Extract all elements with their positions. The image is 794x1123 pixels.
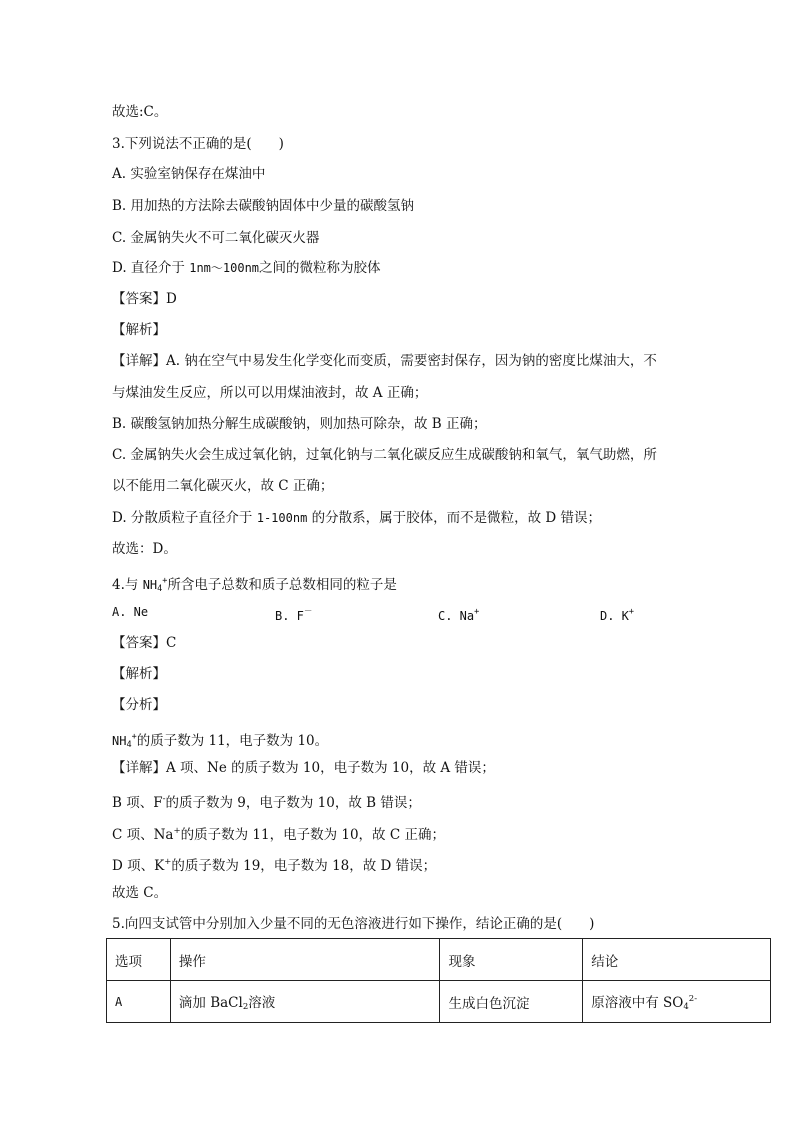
- q4-detail-b-prefix: B 项、F: [112, 795, 163, 811]
- q3-stem: 3.下列说法不正确的是( ): [112, 136, 284, 152]
- q3-detail-d-range: 1-100nm: [256, 511, 308, 525]
- q4-stem-formula-sup: +: [162, 576, 168, 586]
- q4-detail-d: [112, 852, 436, 876]
- q4-analysis-heading: 【解析】: [112, 666, 166, 682]
- q3-option-b: B. 用加热的方法除去碳酸钠固体中少量的碳酸氢钠: [112, 198, 415, 214]
- q4-option-d: [600, 602, 634, 626]
- q3-option-c: C. 金属钠失火不可二氧化碳灭火器: [112, 230, 320, 246]
- q4-analysis-formula: [112, 734, 137, 748]
- q4-stem-formula: [143, 578, 168, 592]
- q2-answer-conclusion: 故选:C。: [112, 104, 168, 120]
- q4-option-c-sup: +: [474, 607, 480, 617]
- q4-option-c-base: C. Na: [438, 609, 475, 623]
- q4-detail-d-sup: +: [164, 857, 172, 867]
- q4-analysis-sub-heading: 【分析】: [112, 697, 166, 713]
- q3-option-d-prefix: D. 直径介于: [112, 260, 185, 276]
- q3-detail-c-line1: C. 金属钠失火会生成过氧化钠，过氧化钠与二氧化碳反应生成碳酸钠和氧气，氧气助燃，所: [112, 447, 657, 463]
- q5-row-a-conclusion-sup: 2-: [688, 994, 698, 1004]
- q3-detail-c-line2: 以不能用二氧化碳灭火，故 C 正确；: [112, 478, 334, 494]
- q4-option-a: A. Ne: [112, 605, 149, 619]
- q5-stem: 5.向四支试管中分别加入少量不同的无色溶液进行如下操作，结论正确的是( ): [112, 916, 595, 932]
- q5-row-a-conclusion-sub: 4: [683, 1002, 689, 1012]
- q5-table: [106, 938, 771, 1023]
- q3-detail-a-line2: 与煤油发生反应，所以可以用煤油液封，故 A 正确；: [112, 385, 428, 401]
- q5-row-a-option-text: A: [115, 994, 123, 1009]
- q5-row-a-operation-prefix: 滴加 BaCl: [178, 995, 243, 1011]
- q4-detail-c-sup: +: [173, 826, 181, 836]
- q5-row-a-conclusion: [583, 981, 771, 1023]
- q5-header-conclusion: 结论: [583, 939, 771, 981]
- q5-row-a-option: [107, 981, 171, 1023]
- q3-option-d-range: 1nm～100nm: [189, 261, 260, 275]
- q3-analysis-heading: 【解析】: [112, 322, 166, 338]
- q4-analysis-formula-base: NH: [112, 734, 127, 748]
- q4-stem: [112, 571, 397, 599]
- q5-row-a-operation-sub: 2: [242, 1002, 249, 1012]
- q4-analysis-formula-sub: 4: [126, 740, 132, 750]
- q3-option-d-suffix: 之间的微粒称为胶体: [259, 260, 381, 276]
- q4-analysis-text: 的质子数为 11，电子数为 10。: [136, 733, 329, 749]
- q4-option-d-sup: +: [628, 607, 635, 617]
- q3-detail-a-line1: 【详解】A. 钠在空气中易发生化学变化而变质，需要密封保存，因为钠的密度比煤油大，不: [112, 353, 657, 369]
- q4-option-b-base: B. F: [275, 609, 304, 623]
- q4-detail-a: 【详解】A 项、Ne 的质子数为 10，电子数为 10，故 A 错误；: [112, 760, 495, 776]
- q4-stem-formula-sub: 4: [157, 584, 163, 594]
- q5-header-option: 选项: [107, 939, 171, 981]
- q4-detail-c-suffix: 的质子数为 11，电子数为 10，故 C 正确；: [180, 827, 445, 843]
- q5-row-a-operation: [170, 981, 440, 1023]
- q3-detail-b: B. 碳酸氢钠加热分解生成碳酸钠，则加热可除杂，故 B 正确；: [112, 416, 487, 432]
- q5-header-phenomenon: 现象: [440, 939, 583, 981]
- q4-detail-d-prefix: D 项、K: [112, 858, 165, 874]
- q3-conclusion: 故选：D。: [112, 541, 177, 557]
- q3-detail-d-suffix: 的分散系，属于胶体，而不是微粒，故 D 错误；: [311, 510, 602, 526]
- q4-detail-b: [112, 789, 421, 813]
- q3-detail-d-prefix: D. 分散质粒子直径介于: [112, 510, 253, 526]
- q4-analysis-body: [112, 727, 328, 755]
- q4-option-d-base: D. K: [600, 609, 629, 623]
- q4-option-b: [275, 602, 312, 626]
- q4-conclusion: 故选 C。: [112, 885, 168, 901]
- q3-detail-d: [112, 508, 601, 528]
- q4-stem-suffix: 所含电子总数和质子总数相同的粒子是: [167, 577, 397, 593]
- q4-detail-b-sup: -: [162, 794, 166, 804]
- q5-row-a-phenomenon: 生成白色沉淀: [440, 981, 583, 1023]
- q4-option-c: [438, 602, 479, 626]
- q5-row-a-operation-suffix: 溶液: [248, 995, 276, 1011]
- q5-table-header-row: [107, 939, 771, 981]
- q5-table-row-a: [107, 981, 771, 1023]
- q4-detail-b-suffix: 的质子数为 9，电子数为 10，故 B 错误；: [165, 795, 421, 811]
- q3-answer: 【答案】D: [112, 291, 177, 307]
- q4-detail-c-prefix: C 项、Na: [112, 827, 174, 843]
- q5-header-operation: 操作: [170, 939, 440, 981]
- q5-row-a-conclusion-prefix: 原溶液中有 SO: [591, 995, 684, 1011]
- q4-analysis-formula-sup: +: [131, 732, 137, 742]
- q4-detail-c: [112, 821, 445, 845]
- q3-option-a: A. 实验室钠保存在煤油中: [112, 166, 266, 182]
- q4-answer: 【答案】C: [112, 635, 177, 651]
- q4-stem-prefix: 4.与: [112, 577, 139, 593]
- q4-option-b-sup: －: [303, 607, 313, 617]
- q3-option-d: [112, 258, 381, 278]
- q4-stem-formula-base: NH: [142, 578, 158, 592]
- q4-detail-d-suffix: 的质子数为 19，电子数为 18，故 D 错误；: [171, 858, 437, 874]
